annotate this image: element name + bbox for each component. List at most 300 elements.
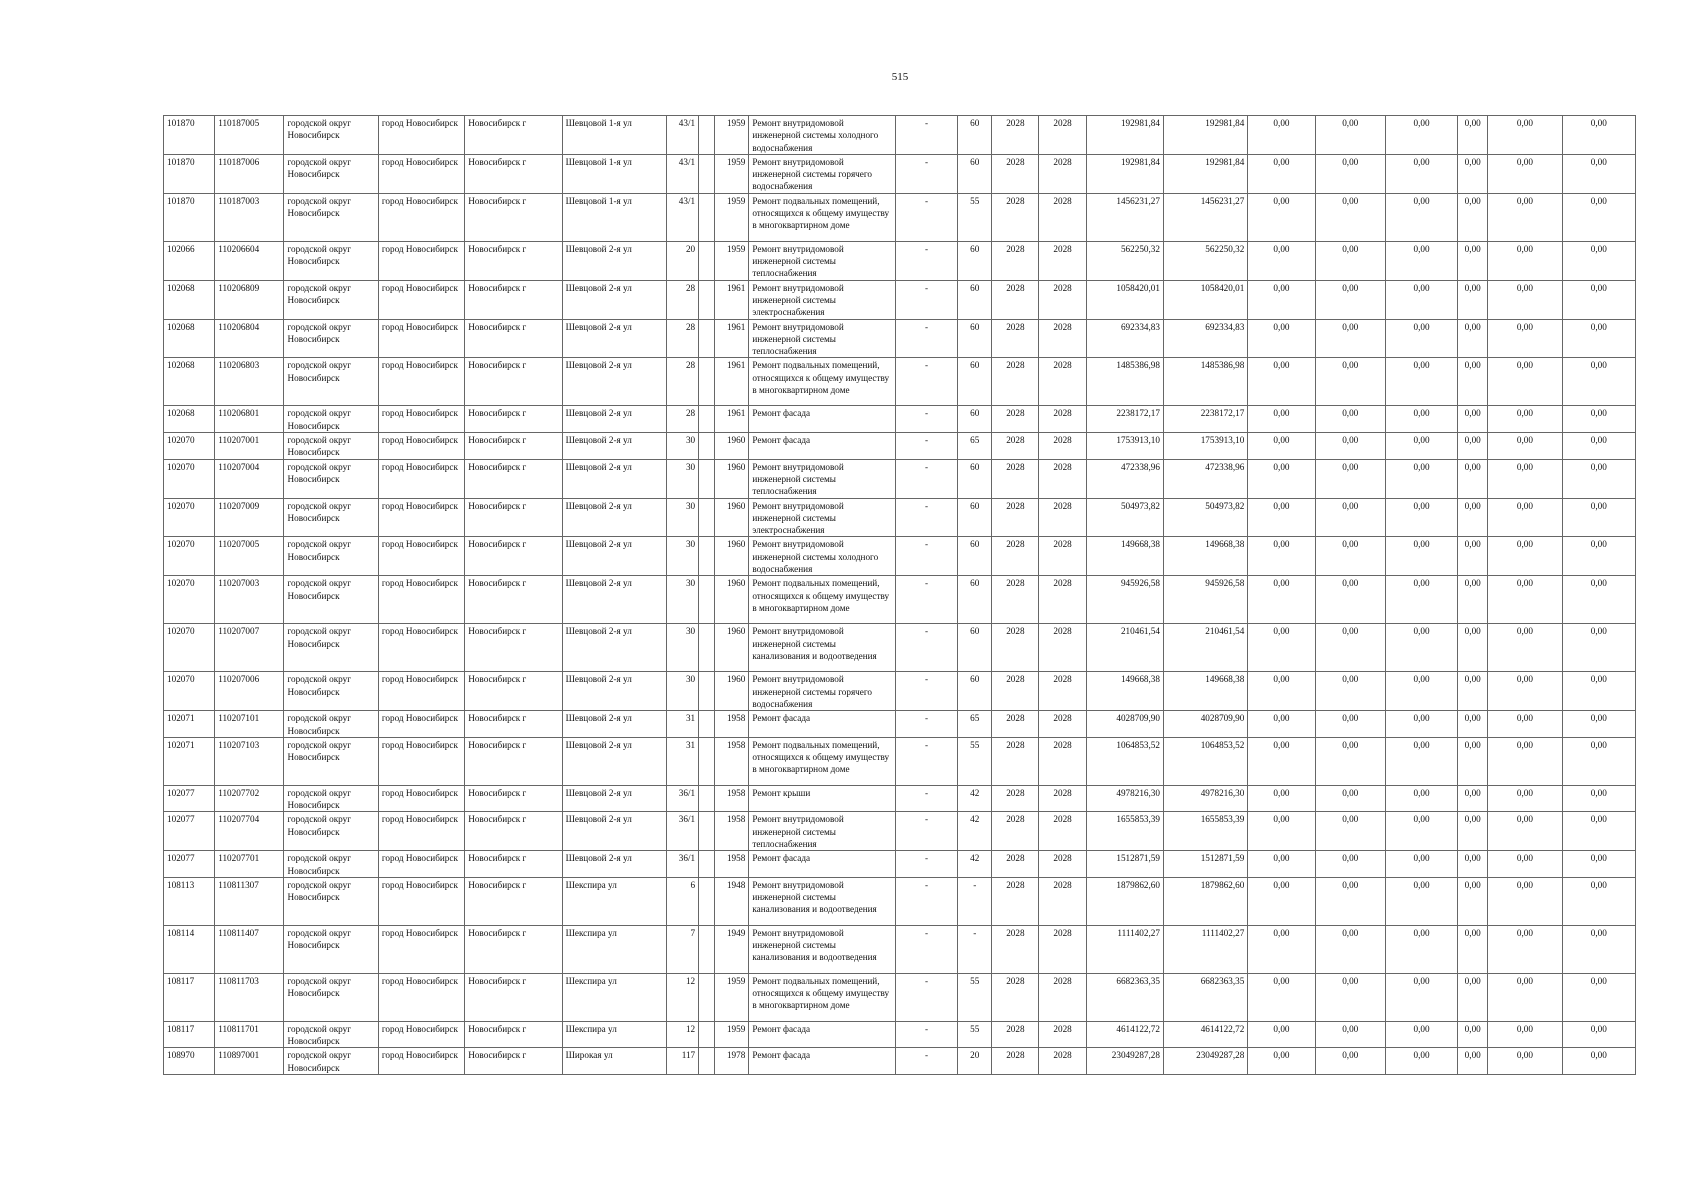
table-row bbox=[164, 1048, 1636, 1075]
cell-cost-total: 1655853,39 bbox=[1086, 812, 1163, 851]
cell-locality: Новосибирск г bbox=[465, 537, 562, 576]
cell-work-id: 110207004 bbox=[215, 459, 284, 498]
cell-wear-percent: 60 bbox=[958, 624, 992, 672]
cell-building bbox=[699, 576, 715, 624]
cell-cell-k: - bbox=[895, 576, 957, 624]
cell-building bbox=[699, 116, 715, 155]
cell-cost-1: 0,00 bbox=[1248, 241, 1315, 280]
cell-building bbox=[699, 711, 715, 738]
cell-settlement: город Новосибирск bbox=[378, 711, 464, 738]
cell-street: Шевцовой 2-я ул bbox=[562, 280, 666, 319]
cell-record-id: 102071 bbox=[164, 737, 215, 785]
cell-wear-percent: 60 bbox=[958, 319, 992, 358]
cell-plan-year-end: 2028 bbox=[1039, 925, 1086, 973]
cell-cost-2: 0,00 bbox=[1315, 812, 1385, 851]
cell-cell-k: - bbox=[895, 973, 957, 1021]
cell-record-id: 102077 bbox=[164, 785, 215, 812]
cell-street: Шевцовой 2-я ул bbox=[562, 737, 666, 785]
cell-cost-fund: 4028709,90 bbox=[1163, 711, 1247, 738]
cell-cost-3: 0,00 bbox=[1385, 193, 1457, 241]
cell-cost-4: 0,00 bbox=[1458, 877, 1488, 925]
cell-cost-1: 0,00 bbox=[1248, 1021, 1315, 1048]
cell-cost-3: 0,00 bbox=[1385, 116, 1457, 155]
cell-building bbox=[699, 812, 715, 851]
cell-locality: Новосибирск г bbox=[465, 1048, 562, 1075]
cell-locality: Новосибирск г bbox=[465, 358, 562, 406]
cell-cost-fund: 23049287,28 bbox=[1163, 1048, 1247, 1075]
cell-record-id: 101870 bbox=[164, 193, 215, 241]
cell-cost-2: 0,00 bbox=[1315, 116, 1385, 155]
cell-cost-1: 0,00 bbox=[1248, 672, 1315, 711]
cell-cost-3: 0,00 bbox=[1385, 280, 1457, 319]
cell-cost-5: 0,00 bbox=[1488, 624, 1562, 672]
cell-building bbox=[699, 1021, 715, 1048]
cell-work-id: 110206809 bbox=[215, 280, 284, 319]
cell-cell-k: - bbox=[895, 319, 957, 358]
cell-cell-k: - bbox=[895, 241, 957, 280]
cell-settlement: город Новосибирск bbox=[378, 785, 464, 812]
table-row bbox=[164, 241, 1636, 280]
cell-build-year: 1960 bbox=[715, 433, 749, 460]
cell-plan-year-start: 2028 bbox=[992, 116, 1039, 155]
cell-cost-total: 149668,38 bbox=[1086, 537, 1163, 576]
cell-house-number: 43/1 bbox=[667, 116, 699, 155]
cell-house-number: 30 bbox=[667, 537, 699, 576]
cell-municipality: городской округ Новосибирск bbox=[284, 624, 378, 672]
table-row bbox=[164, 785, 1636, 812]
cell-plan-year-end: 2028 bbox=[1039, 537, 1086, 576]
table-row bbox=[164, 406, 1636, 433]
cell-cost-5: 0,00 bbox=[1488, 433, 1562, 460]
cell-wear-percent: 65 bbox=[958, 433, 992, 460]
cell-work-type: Ремонт внутридомовой инженерной системы горячего водоснабжения bbox=[749, 154, 896, 193]
cell-cost-5: 0,00 bbox=[1488, 459, 1562, 498]
cell-street: Шекспира ул bbox=[562, 877, 666, 925]
cell-cost-total: 210461,54 bbox=[1086, 624, 1163, 672]
cell-cost-2: 0,00 bbox=[1315, 358, 1385, 406]
cell-work-type: Ремонт внутридомовой инженерной системы электроснабжения bbox=[749, 280, 896, 319]
cell-cost-2: 0,00 bbox=[1315, 433, 1385, 460]
cell-house-number: 12 bbox=[667, 1021, 699, 1048]
cell-cost-1: 0,00 bbox=[1248, 116, 1315, 155]
cell-plan-year-start: 2028 bbox=[992, 851, 1039, 878]
cell-plan-year-end: 2028 bbox=[1039, 973, 1086, 1021]
cell-cost-2: 0,00 bbox=[1315, 193, 1385, 241]
cell-cost-3: 0,00 bbox=[1385, 459, 1457, 498]
cell-cost-5: 0,00 bbox=[1488, 711, 1562, 738]
cell-cost-total: 192981,84 bbox=[1086, 116, 1163, 155]
cell-wear-percent: - bbox=[958, 877, 992, 925]
cell-record-id: 102068 bbox=[164, 319, 215, 358]
cell-plan-year-start: 2028 bbox=[992, 877, 1039, 925]
cell-cost-6: 0,00 bbox=[1562, 737, 1635, 785]
cell-locality: Новосибирск г bbox=[465, 459, 562, 498]
cell-wear-percent: 55 bbox=[958, 737, 992, 785]
cell-house-number: 30 bbox=[667, 576, 699, 624]
cell-cost-6: 0,00 bbox=[1562, 624, 1635, 672]
cell-cost-5: 0,00 bbox=[1488, 498, 1562, 537]
cell-plan-year-start: 2028 bbox=[992, 973, 1039, 1021]
cell-record-id: 102070 bbox=[164, 672, 215, 711]
cell-plan-year-start: 2028 bbox=[992, 241, 1039, 280]
cell-locality: Новосибирск г bbox=[465, 241, 562, 280]
cell-cell-k: - bbox=[895, 1048, 957, 1075]
cell-building bbox=[699, 319, 715, 358]
cell-cost-1: 0,00 bbox=[1248, 358, 1315, 406]
cell-locality: Новосибирск г bbox=[465, 812, 562, 851]
cell-cost-4: 0,00 bbox=[1458, 1021, 1488, 1048]
cell-plan-year-end: 2028 bbox=[1039, 672, 1086, 711]
cell-building bbox=[699, 877, 715, 925]
cell-plan-year-start: 2028 bbox=[992, 498, 1039, 537]
cell-cost-total: 4614122,72 bbox=[1086, 1021, 1163, 1048]
cell-settlement: город Новосибирск bbox=[378, 877, 464, 925]
cell-municipality: городской округ Новосибирск bbox=[284, 1021, 378, 1048]
cell-house-number: 30 bbox=[667, 672, 699, 711]
cell-settlement: город Новосибирск bbox=[378, 154, 464, 193]
cell-wear-percent: 60 bbox=[958, 537, 992, 576]
cell-building bbox=[699, 672, 715, 711]
cell-cost-total: 1456231,27 bbox=[1086, 193, 1163, 241]
cell-work-id: 110187003 bbox=[215, 193, 284, 241]
cell-cost-3: 0,00 bbox=[1385, 925, 1457, 973]
cell-settlement: город Новосибирск bbox=[378, 973, 464, 1021]
cell-build-year: 1959 bbox=[715, 1021, 749, 1048]
cell-cost-3: 0,00 bbox=[1385, 973, 1457, 1021]
cell-settlement: город Новосибирск bbox=[378, 1048, 464, 1075]
cell-wear-percent: - bbox=[958, 925, 992, 973]
cell-wear-percent: 42 bbox=[958, 785, 992, 812]
cell-settlement: город Новосибирск bbox=[378, 672, 464, 711]
cell-cost-5: 0,00 bbox=[1488, 193, 1562, 241]
cell-street: Шевцовой 2-я ул bbox=[562, 537, 666, 576]
cell-cost-1: 0,00 bbox=[1248, 154, 1315, 193]
cell-work-type: Ремонт внутридомовой инженерной системы теплоснабжения bbox=[749, 459, 896, 498]
cell-plan-year-start: 2028 bbox=[992, 358, 1039, 406]
cell-work-id: 110207006 bbox=[215, 672, 284, 711]
cell-municipality: городской округ Новосибирск bbox=[284, 498, 378, 537]
cell-build-year: 1960 bbox=[715, 498, 749, 537]
cell-cell-k: - bbox=[895, 624, 957, 672]
cell-work-id: 110811307 bbox=[215, 877, 284, 925]
cell-work-type: Ремонт внутридомовой инженерной системы канализования и водоотведения bbox=[749, 877, 896, 925]
cell-cost-6: 0,00 bbox=[1562, 433, 1635, 460]
cell-cost-1: 0,00 bbox=[1248, 785, 1315, 812]
cell-work-type: Ремонт внутридомовой инженерной системы теплоснабжения bbox=[749, 812, 896, 851]
cell-plan-year-end: 2028 bbox=[1039, 241, 1086, 280]
cell-plan-year-end: 2028 bbox=[1039, 1021, 1086, 1048]
cell-work-type: Ремонт подвальных помещений, относящихся к общему имуществу в многоквартирном доме bbox=[749, 737, 896, 785]
cell-house-number: 28 bbox=[667, 358, 699, 406]
cell-street: Шевцовой 2-я ул bbox=[562, 624, 666, 672]
cell-work-type: Ремонт крыши bbox=[749, 785, 896, 812]
cell-cost-2: 0,00 bbox=[1315, 624, 1385, 672]
cell-work-id: 110207001 bbox=[215, 433, 284, 460]
cell-cost-total: 562250,32 bbox=[1086, 241, 1163, 280]
cell-cost-5: 0,00 bbox=[1488, 154, 1562, 193]
cell-settlement: город Новосибирск bbox=[378, 498, 464, 537]
cell-cost-6: 0,00 bbox=[1562, 193, 1635, 241]
cell-build-year: 1960 bbox=[715, 459, 749, 498]
cell-cost-3: 0,00 bbox=[1385, 498, 1457, 537]
cell-municipality: городской округ Новосибирск bbox=[284, 116, 378, 155]
cell-cost-5: 0,00 bbox=[1488, 280, 1562, 319]
cell-cost-4: 0,00 bbox=[1458, 358, 1488, 406]
cell-plan-year-start: 2028 bbox=[992, 433, 1039, 460]
cell-cost-5: 0,00 bbox=[1488, 576, 1562, 624]
cell-cost-2: 0,00 bbox=[1315, 672, 1385, 711]
cell-cell-k: - bbox=[895, 116, 957, 155]
cell-record-id: 102070 bbox=[164, 498, 215, 537]
cell-locality: Новосибирск г bbox=[465, 785, 562, 812]
cell-street: Шевцовой 2-я ул bbox=[562, 812, 666, 851]
cell-cost-fund: 472338,96 bbox=[1163, 459, 1247, 498]
cell-cost-3: 0,00 bbox=[1385, 711, 1457, 738]
cell-settlement: город Новосибирск bbox=[378, 1021, 464, 1048]
cell-house-number: 36/1 bbox=[667, 785, 699, 812]
cell-work-type: Ремонт фасада bbox=[749, 433, 896, 460]
cell-cost-3: 0,00 bbox=[1385, 812, 1457, 851]
cell-building bbox=[699, 851, 715, 878]
table-row bbox=[164, 877, 1636, 925]
cell-plan-year-start: 2028 bbox=[992, 154, 1039, 193]
cell-street: Шевцовой 2-я ул bbox=[562, 241, 666, 280]
cell-cell-k: - bbox=[895, 672, 957, 711]
cell-house-number: 31 bbox=[667, 737, 699, 785]
cell-build-year: 1958 bbox=[715, 851, 749, 878]
cell-cost-6: 0,00 bbox=[1562, 406, 1635, 433]
cell-cell-k: - bbox=[895, 737, 957, 785]
cell-cost-1: 0,00 bbox=[1248, 812, 1315, 851]
cell-work-id: 110206803 bbox=[215, 358, 284, 406]
cell-cost-6: 0,00 bbox=[1562, 280, 1635, 319]
table-row bbox=[164, 459, 1636, 498]
cell-municipality: городской округ Новосибирск bbox=[284, 406, 378, 433]
cell-wear-percent: 60 bbox=[958, 241, 992, 280]
cell-record-id: 102077 bbox=[164, 851, 215, 878]
cell-cost-fund: 1879862,60 bbox=[1163, 877, 1247, 925]
cell-plan-year-end: 2028 bbox=[1039, 785, 1086, 812]
cell-wear-percent: 55 bbox=[958, 193, 992, 241]
cell-house-number: 30 bbox=[667, 459, 699, 498]
table-row bbox=[164, 280, 1636, 319]
cell-cost-fund: 1485386,98 bbox=[1163, 358, 1247, 406]
cell-municipality: городской округ Новосибирск bbox=[284, 280, 378, 319]
cell-settlement: город Новосибирск bbox=[378, 459, 464, 498]
cell-cost-4: 0,00 bbox=[1458, 711, 1488, 738]
cell-cost-fund: 4614122,72 bbox=[1163, 1021, 1247, 1048]
cell-cost-total: 1512871,59 bbox=[1086, 851, 1163, 878]
cell-cost-4: 0,00 bbox=[1458, 785, 1488, 812]
cell-locality: Новосибирск г bbox=[465, 624, 562, 672]
cell-cost-1: 0,00 bbox=[1248, 459, 1315, 498]
cell-work-id: 110207009 bbox=[215, 498, 284, 537]
cell-settlement: город Новосибирск bbox=[378, 812, 464, 851]
cell-plan-year-end: 2028 bbox=[1039, 193, 1086, 241]
cell-cost-2: 0,00 bbox=[1315, 737, 1385, 785]
cell-cost-2: 0,00 bbox=[1315, 1021, 1385, 1048]
cell-cost-3: 0,00 bbox=[1385, 851, 1457, 878]
cell-work-type: Ремонт внутридомовой инженерной системы теплоснабжения bbox=[749, 319, 896, 358]
cell-locality: Новосибирск г bbox=[465, 154, 562, 193]
cell-work-type: Ремонт подвальных помещений, относящихся к общему имуществу в многоквартирном доме bbox=[749, 193, 896, 241]
cell-work-id: 110811701 bbox=[215, 1021, 284, 1048]
cell-cost-fund: 6682363,35 bbox=[1163, 973, 1247, 1021]
cell-locality: Новосибирск г bbox=[465, 973, 562, 1021]
cell-cell-k: - bbox=[895, 925, 957, 973]
cell-build-year: 1961 bbox=[715, 280, 749, 319]
cell-cost-3: 0,00 bbox=[1385, 1021, 1457, 1048]
cell-street: Шекспира ул bbox=[562, 973, 666, 1021]
cell-street: Шевцовой 2-я ул bbox=[562, 319, 666, 358]
cell-cost-2: 0,00 bbox=[1315, 851, 1385, 878]
cell-cost-3: 0,00 bbox=[1385, 433, 1457, 460]
cell-building bbox=[699, 1048, 715, 1075]
cell-wear-percent: 55 bbox=[958, 973, 992, 1021]
cell-settlement: город Новосибирск bbox=[378, 624, 464, 672]
cell-build-year: 1959 bbox=[715, 193, 749, 241]
cell-house-number: 28 bbox=[667, 406, 699, 433]
cell-record-id: 101870 bbox=[164, 116, 215, 155]
cell-cost-4: 0,00 bbox=[1458, 280, 1488, 319]
cell-build-year: 1949 bbox=[715, 925, 749, 973]
cell-cost-1: 0,00 bbox=[1248, 537, 1315, 576]
cell-wear-percent: 60 bbox=[958, 459, 992, 498]
cell-record-id: 102068 bbox=[164, 406, 215, 433]
cell-locality: Новосибирск г bbox=[465, 576, 562, 624]
cell-settlement: город Новосибирск bbox=[378, 737, 464, 785]
cell-work-id: 110187006 bbox=[215, 154, 284, 193]
cell-work-type: Ремонт внутридомовой инженерной системы горячего водоснабжения bbox=[749, 672, 896, 711]
cell-locality: Новосибирск г bbox=[465, 280, 562, 319]
cell-cost-5: 0,00 bbox=[1488, 537, 1562, 576]
cell-cost-5: 0,00 bbox=[1488, 877, 1562, 925]
cell-cost-4: 0,00 bbox=[1458, 576, 1488, 624]
cell-cost-2: 0,00 bbox=[1315, 877, 1385, 925]
cell-cost-6: 0,00 bbox=[1562, 537, 1635, 576]
cell-municipality: городской округ Новосибирск bbox=[284, 576, 378, 624]
cell-municipality: городской округ Новосибирск bbox=[284, 193, 378, 241]
cell-record-id: 108117 bbox=[164, 973, 215, 1021]
cell-plan-year-end: 2028 bbox=[1039, 851, 1086, 878]
cell-cost-5: 0,00 bbox=[1488, 973, 1562, 1021]
cell-cost-5: 0,00 bbox=[1488, 925, 1562, 973]
cell-cost-fund: 4978216,30 bbox=[1163, 785, 1247, 812]
cell-house-number: 117 bbox=[667, 1048, 699, 1075]
cell-wear-percent: 60 bbox=[958, 576, 992, 624]
cell-street: Шевцовой 2-я ул bbox=[562, 672, 666, 711]
cell-settlement: город Новосибирск bbox=[378, 358, 464, 406]
cell-work-id: 110207005 bbox=[215, 537, 284, 576]
cell-cost-1: 0,00 bbox=[1248, 498, 1315, 537]
cell-cost-4: 0,00 bbox=[1458, 851, 1488, 878]
cell-cost-fund: 692334,83 bbox=[1163, 319, 1247, 358]
cell-building bbox=[699, 537, 715, 576]
cell-cost-5: 0,00 bbox=[1488, 672, 1562, 711]
cell-plan-year-end: 2028 bbox=[1039, 280, 1086, 319]
cell-street: Шевцовой 1-я ул bbox=[562, 116, 666, 155]
table-row bbox=[164, 498, 1636, 537]
cell-cost-5: 0,00 bbox=[1488, 737, 1562, 785]
cell-plan-year-end: 2028 bbox=[1039, 459, 1086, 498]
cell-cost-6: 0,00 bbox=[1562, 785, 1635, 812]
cell-cell-k: - bbox=[895, 358, 957, 406]
cell-settlement: город Новосибирск bbox=[378, 319, 464, 358]
cell-cost-total: 1879862,60 bbox=[1086, 877, 1163, 925]
cell-cost-fund: 1456231,27 bbox=[1163, 193, 1247, 241]
cell-cost-3: 0,00 bbox=[1385, 624, 1457, 672]
table-row bbox=[164, 319, 1636, 358]
cell-plan-year-start: 2028 bbox=[992, 280, 1039, 319]
table-row bbox=[164, 358, 1636, 406]
cell-record-id: 102070 bbox=[164, 624, 215, 672]
cell-cost-total: 692334,83 bbox=[1086, 319, 1163, 358]
cell-cost-5: 0,00 bbox=[1488, 319, 1562, 358]
cell-building bbox=[699, 498, 715, 537]
cell-cost-5: 0,00 bbox=[1488, 358, 1562, 406]
cell-house-number: 28 bbox=[667, 319, 699, 358]
cell-municipality: городской округ Новосибирск bbox=[284, 154, 378, 193]
cell-work-type: Ремонт фасада bbox=[749, 1048, 896, 1075]
cell-plan-year-start: 2028 bbox=[992, 737, 1039, 785]
cell-cost-fund: 945926,58 bbox=[1163, 576, 1247, 624]
cell-settlement: город Новосибирск bbox=[378, 193, 464, 241]
cell-building bbox=[699, 459, 715, 498]
cell-cost-5: 0,00 bbox=[1488, 812, 1562, 851]
cell-cost-fund: 1064853,52 bbox=[1163, 737, 1247, 785]
cell-locality: Новосибирск г bbox=[465, 877, 562, 925]
cell-house-number: 36/1 bbox=[667, 812, 699, 851]
table-row bbox=[164, 812, 1636, 851]
cell-cost-1: 0,00 bbox=[1248, 925, 1315, 973]
cell-work-id: 110207701 bbox=[215, 851, 284, 878]
cell-cost-1: 0,00 bbox=[1248, 576, 1315, 624]
cell-plan-year-end: 2028 bbox=[1039, 154, 1086, 193]
cell-municipality: городской округ Новосибирск bbox=[284, 459, 378, 498]
cell-record-id: 102068 bbox=[164, 358, 215, 406]
cell-build-year: 1978 bbox=[715, 1048, 749, 1075]
cell-cost-fund: 149668,38 bbox=[1163, 537, 1247, 576]
cell-work-id: 110206801 bbox=[215, 406, 284, 433]
table-row bbox=[164, 672, 1636, 711]
cell-record-id: 102070 bbox=[164, 576, 215, 624]
cell-plan-year-start: 2028 bbox=[992, 925, 1039, 973]
table-row bbox=[164, 193, 1636, 241]
cell-work-id: 110811703 bbox=[215, 973, 284, 1021]
cell-locality: Новосибирск г bbox=[465, 711, 562, 738]
cell-plan-year-start: 2028 bbox=[992, 624, 1039, 672]
cell-cost-2: 0,00 bbox=[1315, 406, 1385, 433]
cell-work-id: 110207007 bbox=[215, 624, 284, 672]
cell-street: Шевцовой 2-я ул bbox=[562, 433, 666, 460]
cell-cost-2: 0,00 bbox=[1315, 319, 1385, 358]
cell-cost-total: 6682363,35 bbox=[1086, 973, 1163, 1021]
cell-cost-6: 0,00 bbox=[1562, 319, 1635, 358]
cell-building bbox=[699, 358, 715, 406]
cell-plan-year-start: 2028 bbox=[992, 672, 1039, 711]
cell-house-number: 20 bbox=[667, 241, 699, 280]
cell-municipality: городской округ Новосибирск bbox=[284, 1048, 378, 1075]
cell-locality: Новосибирск г bbox=[465, 925, 562, 973]
cell-house-number: 36/1 bbox=[667, 851, 699, 878]
cell-work-type: Ремонт подвальных помещений, относящихся к общему имуществу в многоквартирном доме bbox=[749, 973, 896, 1021]
cell-wear-percent: 60 bbox=[958, 672, 992, 711]
cell-build-year: 1959 bbox=[715, 116, 749, 155]
cell-cost-3: 0,00 bbox=[1385, 672, 1457, 711]
cell-plan-year-start: 2028 bbox=[992, 785, 1039, 812]
cell-municipality: городской округ Новосибирск bbox=[284, 537, 378, 576]
cell-cost-1: 0,00 bbox=[1248, 319, 1315, 358]
